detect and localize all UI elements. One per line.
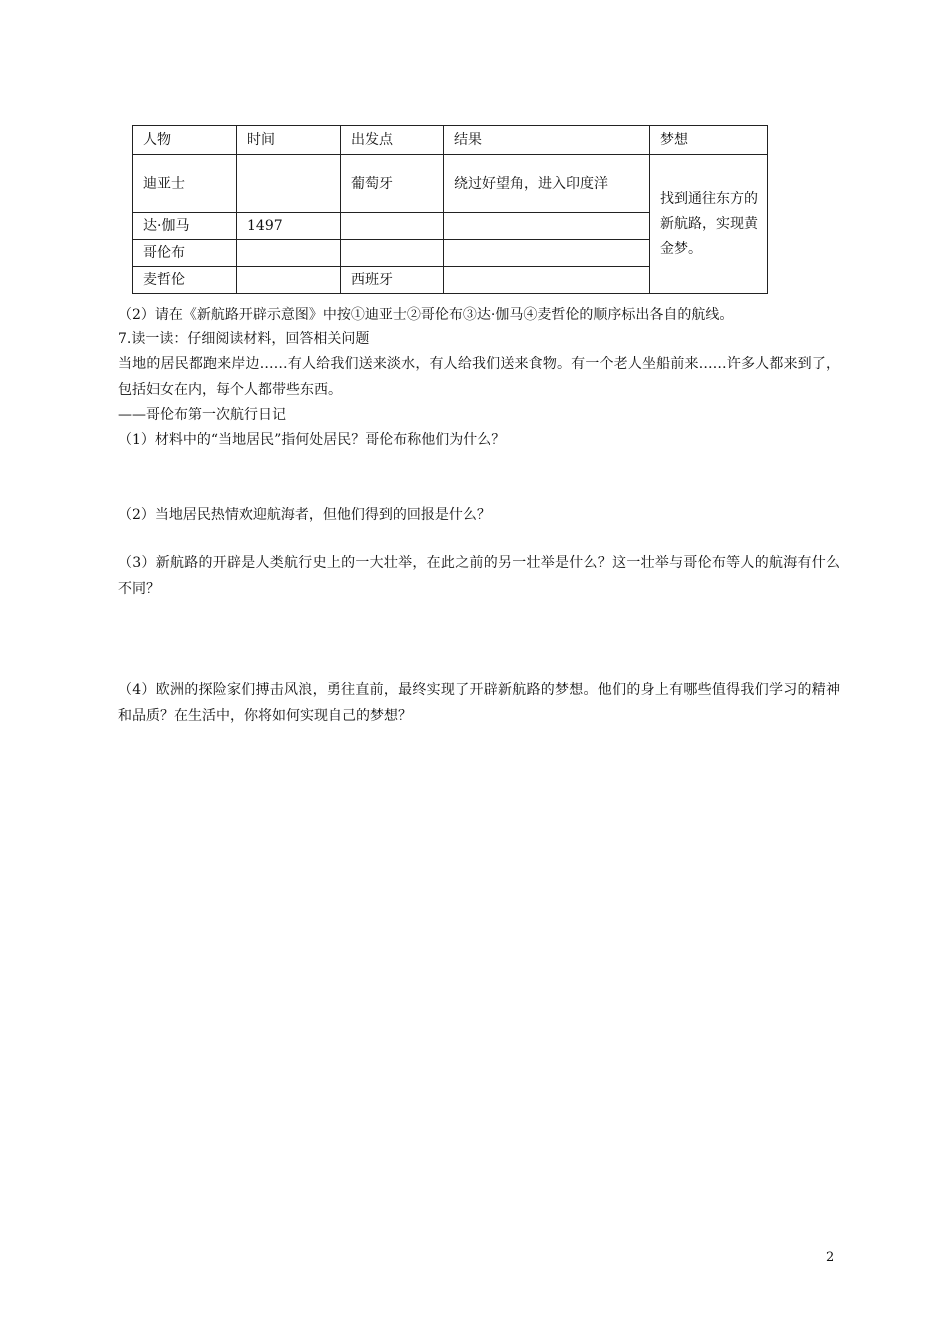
table-cell — [444, 267, 650, 294]
table-cell: 哥伦布 — [133, 240, 237, 267]
material-source: ——哥伦布第一次航行日记 — [118, 407, 286, 423]
table-cell: 1497 — [237, 213, 341, 240]
question-7-2: （2）当地居民热情欢迎航海者，但他们得到的回报是什么？ — [118, 507, 491, 523]
header-cell: 时间 — [237, 126, 341, 155]
table-header-row — [133, 126, 768, 155]
header-cell: 人物 — [133, 126, 237, 155]
reading-material: 当地的居民都跑来岸边……有人给我们送来淡水，有人给我们送来食物。有一个老人坐船前来……许多人都来到了，包括妇女在内，每个人都带些东西。 — [118, 356, 840, 398]
table-row — [133, 155, 768, 213]
table-cell — [341, 240, 444, 267]
header-cell: 结果 — [444, 126, 650, 155]
table-cell: 绕过好望角，进入印度洋 — [444, 155, 650, 213]
question-7-1: （1）材料中的“当地居民”指何处居民？哥伦布称他们为什么？ — [118, 432, 506, 448]
header-cell: 梦想 — [650, 126, 768, 155]
table-cell: 达·伽马 — [133, 213, 237, 240]
table-cell: 西班牙 — [341, 267, 444, 294]
page-number: 2 — [826, 1250, 835, 1265]
table-cell: 麦哲伦 — [133, 267, 237, 294]
table-cell — [341, 213, 444, 240]
dream-cell: 找到通往东方的新航路，实现黄金梦。 — [650, 155, 768, 294]
table-cell: 葡萄牙 — [341, 155, 444, 213]
table-cell — [444, 213, 650, 240]
table-cell — [237, 267, 341, 294]
question-7-4: （4）欧洲的探险家们搏击风浪，勇往直前，最终实现了开辟新航路的梦想。他们的身上有哪些值得我们学习的精神和品质？在生活中，你将如何实现自己的梦想？ — [118, 682, 840, 724]
table-cell — [237, 240, 341, 267]
question-7-title: 7.读一读：仔细阅读材料，回答相关问题 — [118, 331, 370, 347]
question-6-2: （2）请在《新航路开辟示意图》中按①迪亚士②哥伦布③达·伽马④麦哲伦的顺序标出各自的航线。 — [118, 307, 734, 323]
explorers-table — [132, 125, 768, 294]
table-cell — [237, 155, 341, 213]
header-cell: 出发点 — [341, 126, 444, 155]
table-cell: 迪亚士 — [133, 155, 237, 213]
question-7-3: （3）新航路的开辟是人类航行史上的一大壮举，在此之前的另一壮举是什么？这一壮举与哥伦布等人的航海有什么不同？ — [118, 555, 840, 597]
table-cell — [444, 240, 650, 267]
